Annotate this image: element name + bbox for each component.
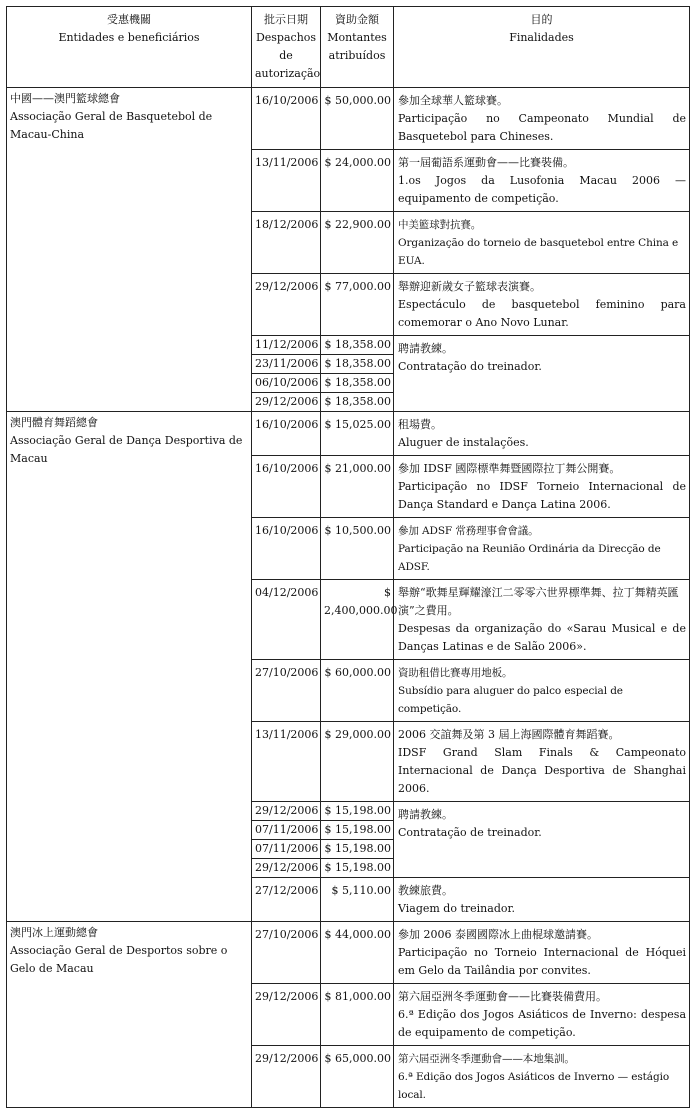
purpose-cell — [394, 1046, 690, 1108]
purpose-zh: 舉辦“歌舞星輝耀濠江二零零六世界標準舞、拉丁舞精英匯演”之費用。 — [398, 586, 679, 617]
purpose-pt: 6.ª Edição dos Jogos Asiáticos de Inverno — estágio local. — [398, 1071, 670, 1101]
date-cell: 23/11/2006 — [252, 355, 321, 374]
amount-cell: $ 22,900.00 — [321, 212, 394, 274]
purpose-zh: 參加全球華人籃球賽。 — [398, 94, 508, 107]
purpose-cell — [394, 922, 690, 984]
purpose-cell — [394, 518, 690, 580]
purpose-zh: 租場費。 — [398, 418, 442, 431]
table-row — [7, 412, 690, 456]
amount-cell: $ 2,400,000.00 — [321, 580, 394, 660]
purpose-cell — [394, 722, 690, 802]
purpose-cell — [394, 802, 690, 878]
table-row — [7, 88, 690, 150]
purpose-cell — [394, 412, 690, 456]
amount-cell: $ 15,198.00 — [321, 840, 394, 859]
date-cell: 06/10/2006 — [252, 374, 321, 393]
purpose-cell — [394, 150, 690, 212]
purpose-zh: 2006 交誼舞及第 3 屆上海國際體育舞蹈賽。 — [398, 728, 620, 741]
amount-cell: $ 15,025.00 — [321, 412, 394, 456]
purpose-zh: 聘請教練。 — [398, 808, 453, 821]
header-date: 批示日期 Despachos de autorização — [252, 7, 321, 88]
purpose-cell — [394, 336, 690, 412]
date-cell: 16/10/2006 — [252, 456, 321, 518]
entity-name-pt: Associação Geral de Dança Desportiva de Macau — [10, 434, 243, 465]
purpose-cell — [394, 580, 690, 660]
purpose-cell — [394, 274, 690, 336]
purpose-zh: 參加 ADSF 常務理事會會議。 — [398, 525, 539, 537]
amount-cell: $ 21,000.00 — [321, 456, 394, 518]
entity-name-pt: Associação Geral de Basquetebol de Macau-China — [10, 110, 213, 141]
purpose-cell — [394, 660, 690, 722]
amount-cell: $ 18,358.00 — [321, 393, 394, 412]
date-cell: 16/10/2006 — [252, 88, 321, 150]
purpose-zh: 舉辦迎新歲女子籃球表演賽。 — [398, 280, 541, 293]
amount-cell: $ 18,358.00 — [321, 374, 394, 393]
date-cell: 29/12/2006 — [252, 859, 321, 878]
amount-cell: $ 65,000.00 — [321, 1046, 394, 1108]
purpose-zh: 第六屆亞洲冬季運動會——比賽裝備費用。 — [398, 990, 607, 1003]
purpose-zh: 中美籃球對抗賽。 — [398, 219, 482, 231]
entity-name-zh: 澳門體育舞蹈總會 — [10, 416, 98, 429]
date-cell: 11/12/2006 — [252, 336, 321, 355]
date-cell: 13/11/2006 — [252, 150, 321, 212]
amount-cell: $ 15,198.00 — [321, 802, 394, 821]
purpose-pt: Subsídio para aluguer do palco especial de competição. — [398, 685, 623, 715]
entity-cell — [7, 88, 252, 412]
amount-cell: $ 29,000.00 — [321, 722, 394, 802]
amount-cell: $ 5,110.00 — [321, 878, 394, 922]
purpose-pt: 1.os Jogos da Lusofonia Macau 2006 — equipamento de competição. — [398, 174, 686, 205]
header-entity: 受惠機關 Entidades e beneficiários — [7, 7, 252, 88]
purpose-cell — [394, 878, 690, 922]
purpose-cell — [394, 212, 690, 274]
date-cell: 13/11/2006 — [252, 722, 321, 802]
date-cell: 29/12/2006 — [252, 1046, 321, 1108]
header-amount: 資助金額 Montantes atribuídos — [321, 7, 394, 88]
purpose-pt: Espectáculo de basquetebol feminino para comemorar o Ano Novo Lunar. — [398, 298, 686, 329]
amount-cell: $ 50,000.00 — [321, 88, 394, 150]
entity-cell — [7, 922, 252, 1108]
purpose-cell — [394, 88, 690, 150]
amount-cell: $ 44,000.00 — [321, 922, 394, 984]
date-cell: 27/12/2006 — [252, 878, 321, 922]
date-cell: 16/10/2006 — [252, 412, 321, 456]
date-cell: 18/12/2006 — [252, 212, 321, 274]
date-cell: 27/10/2006 — [252, 922, 321, 984]
amount-cell: $ 10,500.00 — [321, 518, 394, 580]
purpose-zh: 參加 IDSF 國際標準舞暨國際拉丁舞公開賽。 — [398, 462, 621, 475]
date-cell: 04/12/2006 — [252, 580, 321, 660]
amount-cell: $ 77,000.00 — [321, 274, 394, 336]
amount-cell: $ 60,000.00 — [321, 660, 394, 722]
purpose-zh: 第六屆亞洲冬季運動會——本地集訓。 — [398, 1053, 575, 1065]
purpose-zh: 教練旅費。 — [398, 884, 453, 897]
date-cell: 29/12/2006 — [252, 274, 321, 336]
purpose-pt: Viagem do treinador. — [398, 902, 516, 915]
amount-cell: $ 15,198.00 — [321, 821, 394, 840]
amount-cell: $ 15,198.00 — [321, 859, 394, 878]
purpose-pt: Despesas da organização do «Sarau Musical e de Danças Latinas e de Salão 2006». — [398, 622, 686, 653]
amount-cell: $ 18,358.00 — [321, 355, 394, 374]
date-cell: 29/12/2006 — [252, 984, 321, 1046]
purpose-pt: Participação no Campeonato Mundial de Basquetebol para Chineses. — [398, 112, 686, 143]
purpose-zh: 第一屆葡語系運動會——比賽裝備。 — [398, 156, 574, 169]
purpose-pt: Participação no Torneio Internacional de Hóquei em Gelo da Tailândia por convites. — [398, 946, 686, 977]
amount-cell: $ 24,000.00 — [321, 150, 394, 212]
purpose-pt: Contratação de treinador. — [398, 826, 542, 839]
date-cell: 29/12/2006 — [252, 802, 321, 821]
entity-cell — [7, 412, 252, 922]
purpose-zh: 參加 2006 泰國國際冰上曲棍球邀請賽。 — [398, 928, 598, 941]
purpose-zh: 聘請教練。 — [398, 342, 453, 355]
purpose-pt: Participação no IDSF Torneio Internacional de Dança Standard e Dança Latina 2006. — [398, 480, 686, 511]
date-cell: 07/11/2006 — [252, 821, 321, 840]
entity-name-pt: Associação Geral de Desportos sobre o Gelo de Macau — [10, 944, 228, 975]
table-row — [7, 922, 690, 984]
header-purpose: 目的 Finalidades — [394, 7, 690, 88]
purpose-cell — [394, 456, 690, 518]
purpose-pt: Aluguer de instalações. — [398, 436, 529, 449]
purpose-cell — [394, 984, 690, 1046]
purpose-pt: 6.ª Edição dos Jogos Asiáticos de Inverno: despesa de equipamento de competição. — [398, 1008, 686, 1039]
purpose-zh: 資助租借比賽專用地板。 — [398, 667, 513, 679]
amount-cell: $ 81,000.00 — [321, 984, 394, 1046]
date-cell: 29/12/2006 — [252, 393, 321, 412]
purpose-pt: Participação na Reunião Ordinária da Direcção de ADSF. — [398, 543, 661, 573]
entity-name-zh: 中國——澳門籃球總會 — [10, 92, 120, 105]
date-cell: 16/10/2006 — [252, 518, 321, 580]
entity-name-zh: 澳門冰上運動總會 — [10, 926, 98, 939]
purpose-pt: Organização do torneio de basquetebol entre China e EUA. — [398, 237, 679, 267]
purpose-pt: Contratação do treinador. — [398, 360, 542, 373]
purpose-pt: IDSF Grand Slam Finals & Campeonato Internacional de Dança Desportiva de Shanghai 2006. — [398, 746, 686, 795]
date-cell: 07/11/2006 — [252, 840, 321, 859]
date-cell: 27/10/2006 — [252, 660, 321, 722]
subsidy-table — [6, 6, 690, 1108]
table-header-row — [7, 7, 690, 88]
amount-cell: $ 18,358.00 — [321, 336, 394, 355]
